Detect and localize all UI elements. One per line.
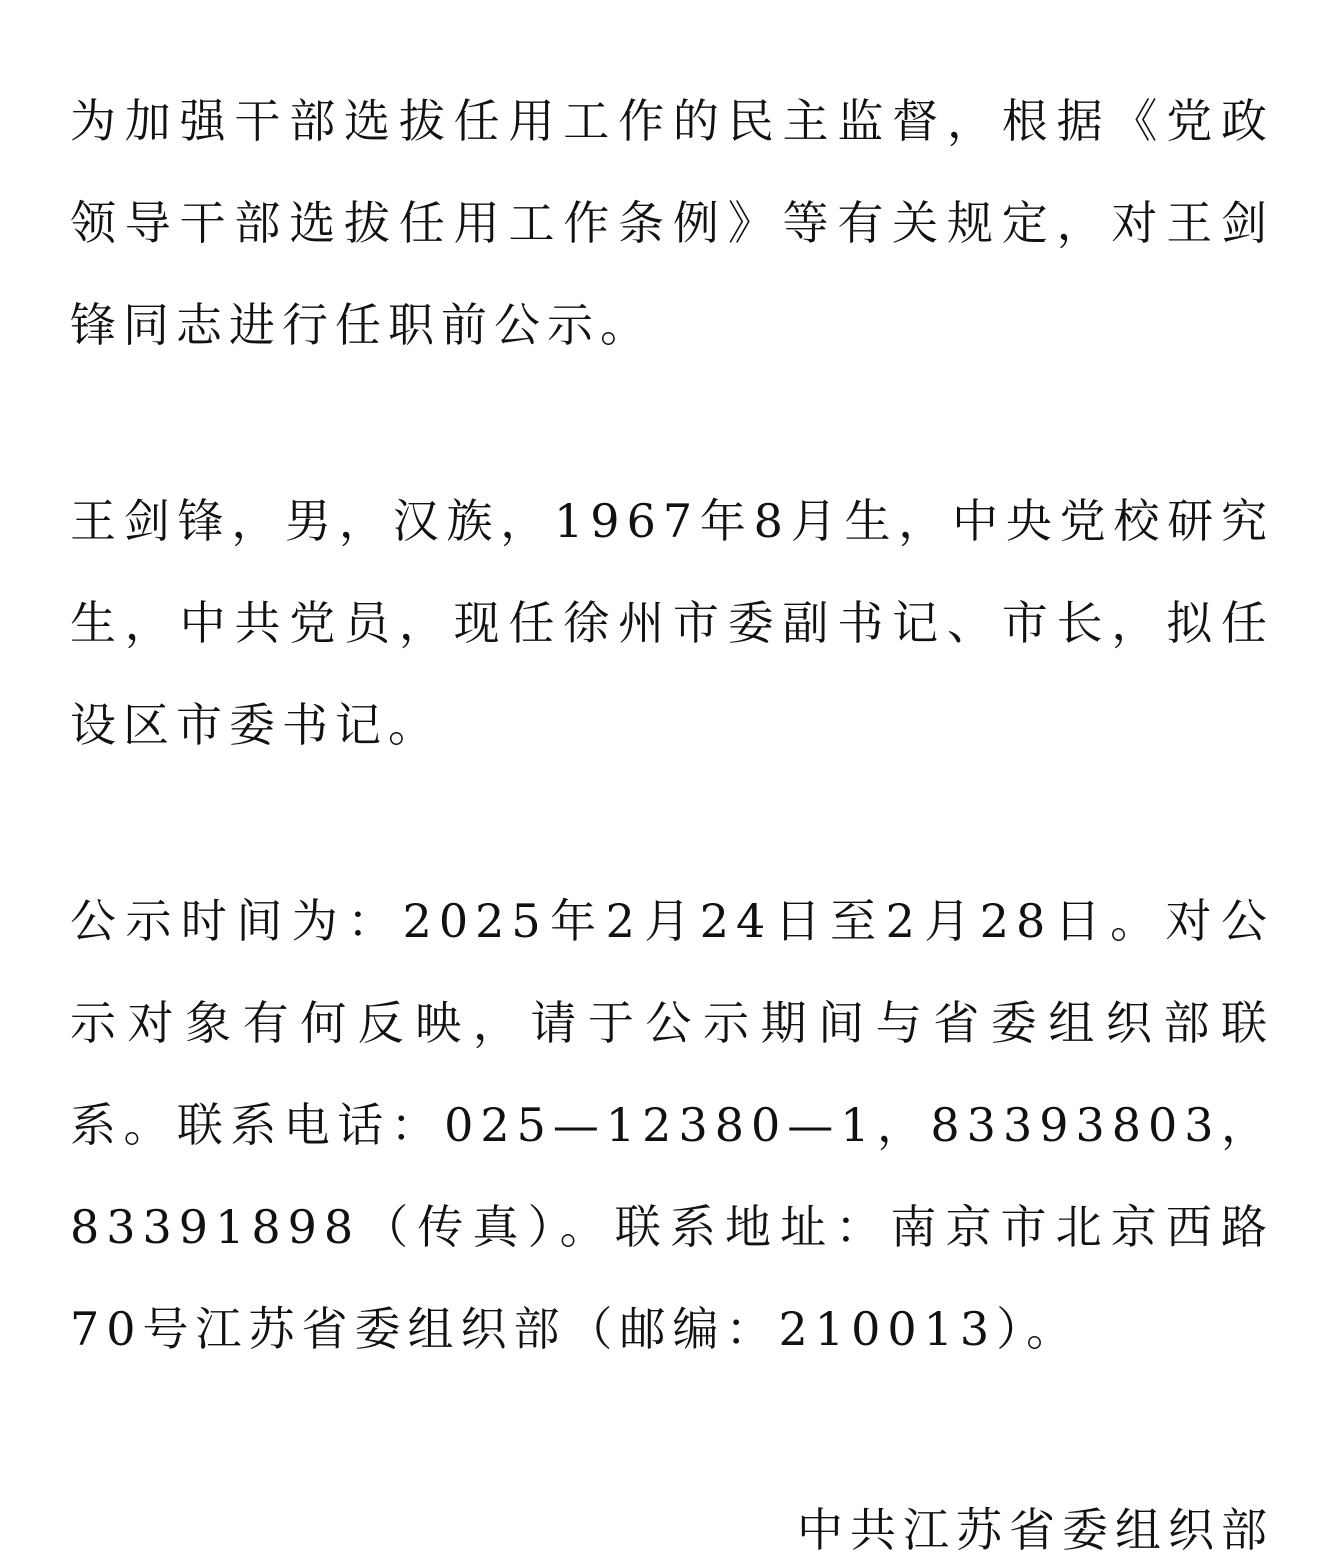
paragraph-purpose: 为加强干部选拔任用工作的民主监督，根据《党政领导干部选拔任用工作条例》等有关规定，对王剑锋同志进行任职前公示。 bbox=[70, 94, 1274, 352]
issuer-signature: 中共江苏省委组织部 bbox=[797, 1503, 1274, 1557]
announcement-document bbox=[70, 0, 1274, 1557]
paragraph-contact-info: 公示时间为：2025年2月24日至2月28日。对公示对象有何反映，请于公示期间与省委组织部联系。联系电话：025—12380—1，83393803，83391898（传真）。联系地址：南京市北京西路70号江苏省委组织部（邮编：210013）。 bbox=[70, 894, 1274, 1356]
paragraph-candidate-profile: 王剑锋，男，汉族，1967年8月生，中央党校研究生，中共党员，现任徐州市委副书记、市长，拟任设区市委书记。 bbox=[70, 494, 1274, 752]
